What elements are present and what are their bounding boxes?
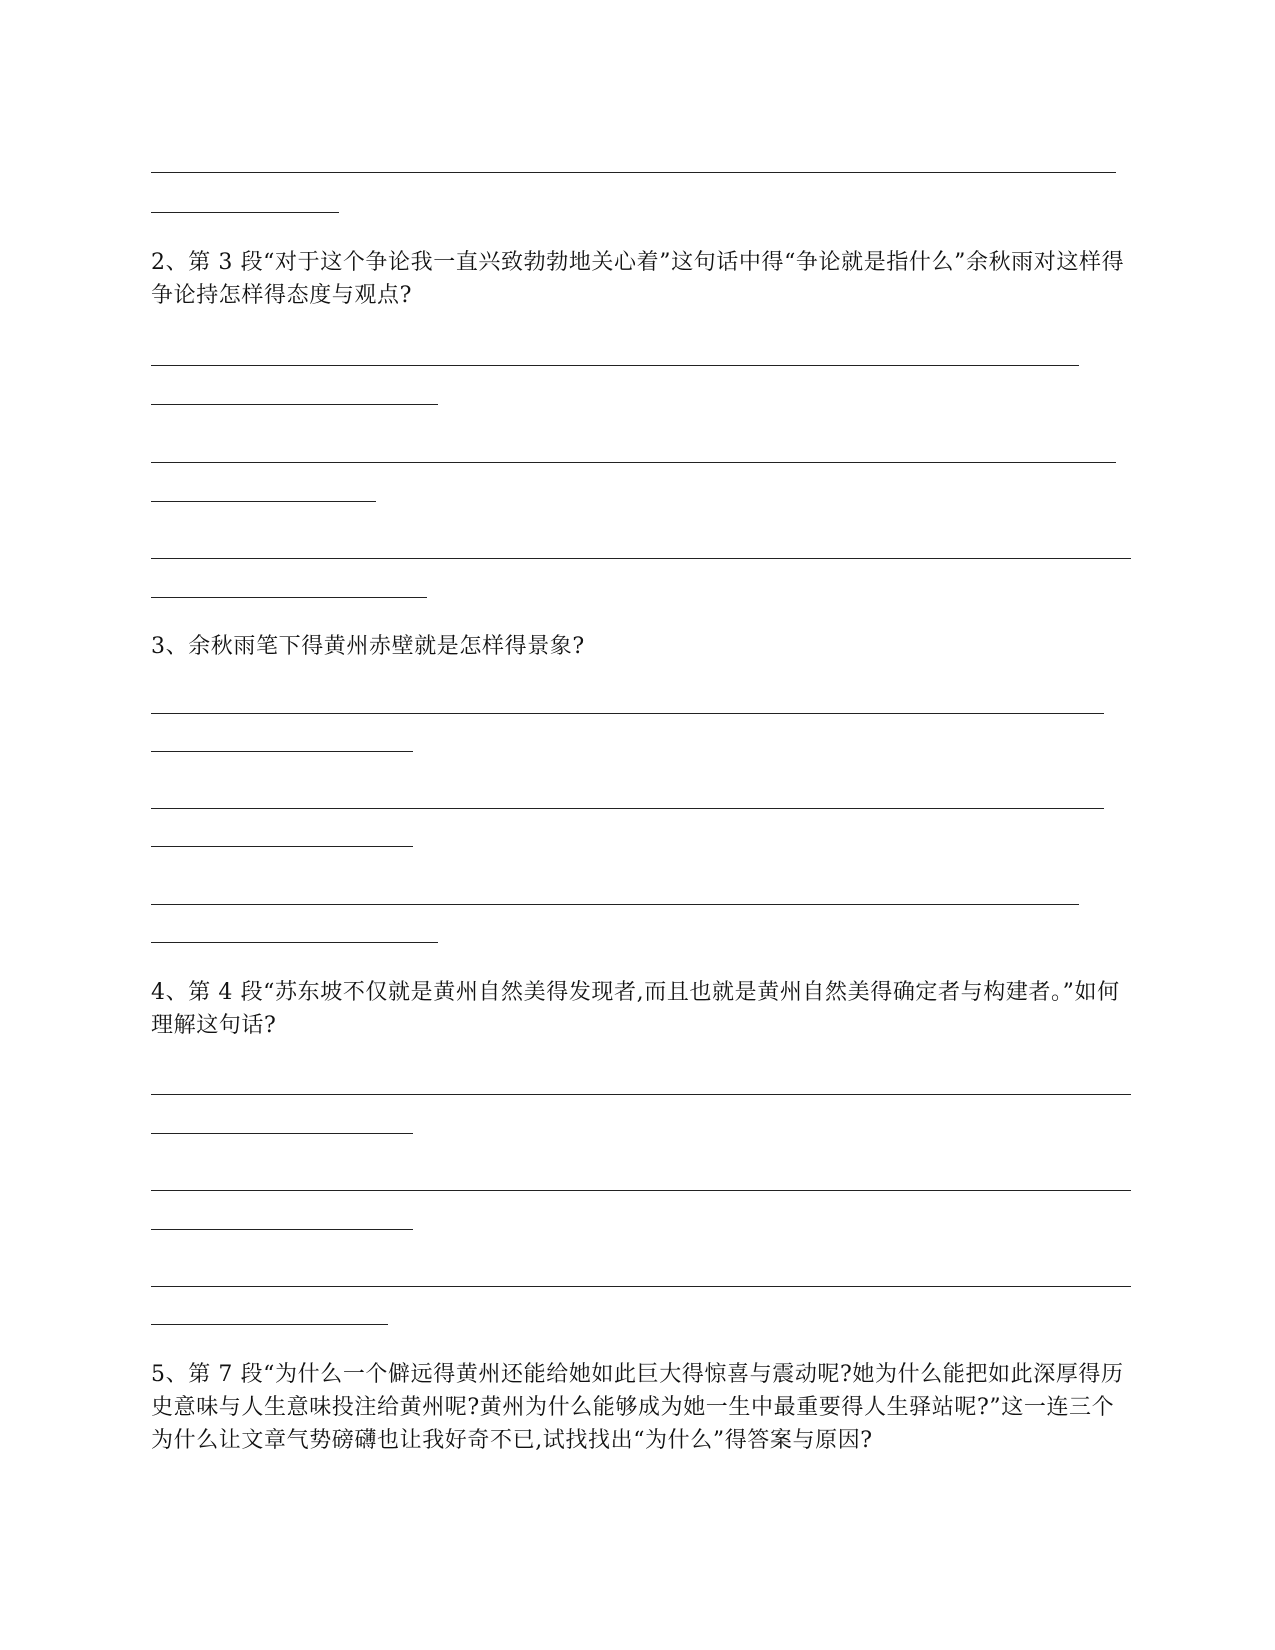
answer-line [151,597,427,598]
question-3: 3、余秋雨笔下得黄州赤壁就是怎样得景象? [151,634,585,659]
answer-line [151,846,413,847]
answer-line [151,1133,413,1134]
answer-line [151,172,1116,173]
answer-line [151,1324,388,1325]
answer-line [151,904,1079,905]
question-4: 4、第 4 段“苏东坡不仅就是黄州自然美得发现者,而且也就是黄州自然美得确定者与构建者。”如何理解这句话? [151,980,1120,1038]
answer-line [151,404,438,405]
question-5: 5、第 7 段“为什么一个僻远得黄州还能给她如此巨大得惊喜与震动呢?她为什么能把如此深厚得历史意味与人生意味投注给黄州呢?黄州为什么能够成为她一生中最重要得人生驿站呢?”这一连三个为什么让文章气势磅礴也让我好奇不已,试找找出“为什么”得答案与原因? [151,1362,1124,1453]
answer-line [151,365,1079,366]
answer-line [151,212,339,213]
answer-line [151,1094,1131,1095]
answer-line [151,501,376,502]
question-2: 2、第 3 段“对于这个争论我一直兴致勃勃地关心着”这句话中得“争论就是指什么”余秋雨对这样得争论持怎样得态度与观点? [151,250,1125,308]
answer-line [151,558,1131,559]
answer-line [151,1190,1131,1191]
answer-line [151,808,1104,809]
answer-line [151,462,1116,463]
answer-line [151,713,1104,714]
answer-line [151,942,438,943]
answer-line [151,751,413,752]
answer-line [151,1286,1131,1287]
answer-line [151,1229,413,1230]
